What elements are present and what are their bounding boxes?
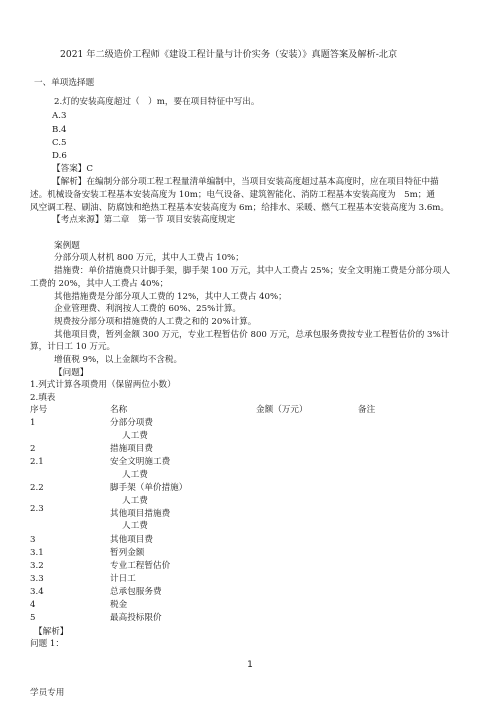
table-row-no: 4 xyxy=(30,600,36,610)
table-row-name: 计日工 xyxy=(110,574,136,584)
option-b: B.4 xyxy=(52,125,67,135)
table-row-name: 税金 xyxy=(110,600,128,610)
table-row-name: 人工费 xyxy=(122,496,148,506)
table-header-no: 序号 xyxy=(30,405,48,415)
table-row-name: 脚手架（单价措施） xyxy=(110,483,188,493)
case-line: 其他措施费是分部分项人工费的 12%，其中人工费占 40%； xyxy=(54,292,287,302)
table-row-no: 2.2 xyxy=(30,483,44,493)
table-row-name: 其他项目措施费 xyxy=(110,509,171,519)
table-header-note: 备注 xyxy=(358,405,376,415)
table-row-name: 其他项目费 xyxy=(110,535,153,545)
table-row-name: 暂列金额 xyxy=(110,548,145,558)
table-row-name: 安全文明施工费 xyxy=(110,457,171,467)
case-heading: 案例题 xyxy=(54,241,80,251)
page-number: 1 xyxy=(247,660,253,670)
table-row-name: 人工费 xyxy=(122,521,148,531)
table-row-name: 措施项目费 xyxy=(110,444,153,454)
case-line: 措施费：单价措施费只计脚手架，脚手架 100 万元，其中人工费占 25%；安全文明施工费是分部分项人 xyxy=(54,266,451,276)
table-row-no: 2.3 xyxy=(30,504,44,514)
case-line: 企业管理费、利润按人工费的 60%、25%计算。 xyxy=(54,304,242,314)
case-line: 分部分项人材机 800 万元，其中人工费占 10%； xyxy=(54,253,244,263)
table-row-no: 3.4 xyxy=(30,587,44,597)
table-row-name: 人工费 xyxy=(122,431,148,441)
question-heading: 【问题】 xyxy=(54,368,89,378)
table-row-name: 人工费 xyxy=(122,470,148,480)
table-row-no: 5 xyxy=(30,613,36,623)
option-c: C.5 xyxy=(52,138,67,148)
question-stem: 2.灯的安装高度超过（ ）m，要在项目特征中写出。 xyxy=(54,97,260,107)
table-row-no: 2 xyxy=(30,444,36,454)
table-row-no: 3.1 xyxy=(30,548,44,558)
analysis-heading: 【解析】 xyxy=(34,627,69,637)
table-row-no: 2.1 xyxy=(30,457,44,467)
answer: 【答案】C xyxy=(52,164,93,174)
case-line: 算，计日工 10 万元。 xyxy=(30,342,116,352)
case-line: 工费的 20%，其中人工费占 40%； xyxy=(30,279,169,289)
question-1: 1.列式计算各项费用（保留两位小数） xyxy=(30,380,176,390)
document-title: 2021 年二级造价工程师《建设工程计量与计价实务（安装）》真题答案及解析-北京 xyxy=(60,49,398,60)
case-line: 增值税 9%，以上金额均不含税。 xyxy=(54,355,183,365)
table-row-no: 3.2 xyxy=(30,561,44,571)
question-2: 2.填表 xyxy=(30,393,56,403)
option-a: A.3 xyxy=(52,111,67,121)
table-row-name: 最高投标限价 xyxy=(110,613,162,623)
source: 【考点来源】第二章 第一节 项目安装高度规定 xyxy=(52,215,236,225)
table-row-name: 总承包服务费 xyxy=(110,587,162,597)
table-row-name: 专业工程暂估价 xyxy=(110,561,171,571)
problem-1-label: 问题 1： xyxy=(30,639,64,649)
table-row-no: 3 xyxy=(30,535,36,545)
analysis-line: 【解析】在编制分部分项工程工程量清单编制中，当项目安装高度超过基本高度时，应在项目特征中描 xyxy=(52,177,439,187)
table-header-name: 名称 xyxy=(110,405,128,415)
table-header-amount: 金额（万元） xyxy=(256,405,308,415)
analysis-line: 风空调工程、刷油、防腐蚀和绝热工程基本安装高度为 6m；给排水、采暖、燃气工程基本安装高度为 3.6m。 xyxy=(30,203,450,213)
footer-text: 学员专用 xyxy=(30,688,65,698)
analysis-line: 述。机械设备安装工程基本安装高度为 10m；电气设备、建筑智能化、消防工程基本安装高度为 5m；通 xyxy=(30,190,435,200)
section-heading: 一、单项选择题 xyxy=(34,78,95,88)
table-row-no: 3.3 xyxy=(30,574,44,584)
table-row-no: 1 xyxy=(30,418,36,428)
option-d: D.6 xyxy=(52,151,67,161)
table-row-name: 分部分项费 xyxy=(110,418,153,428)
case-line: 规费按分部分项和措施费的人工费之和的 20%计算。 xyxy=(54,317,257,327)
case-line: 其他项目费，暂列金额 300 万元，专业工程暂估价 800 万元，总承包服务费按专业工程暂估价的 3%计 xyxy=(54,330,450,340)
